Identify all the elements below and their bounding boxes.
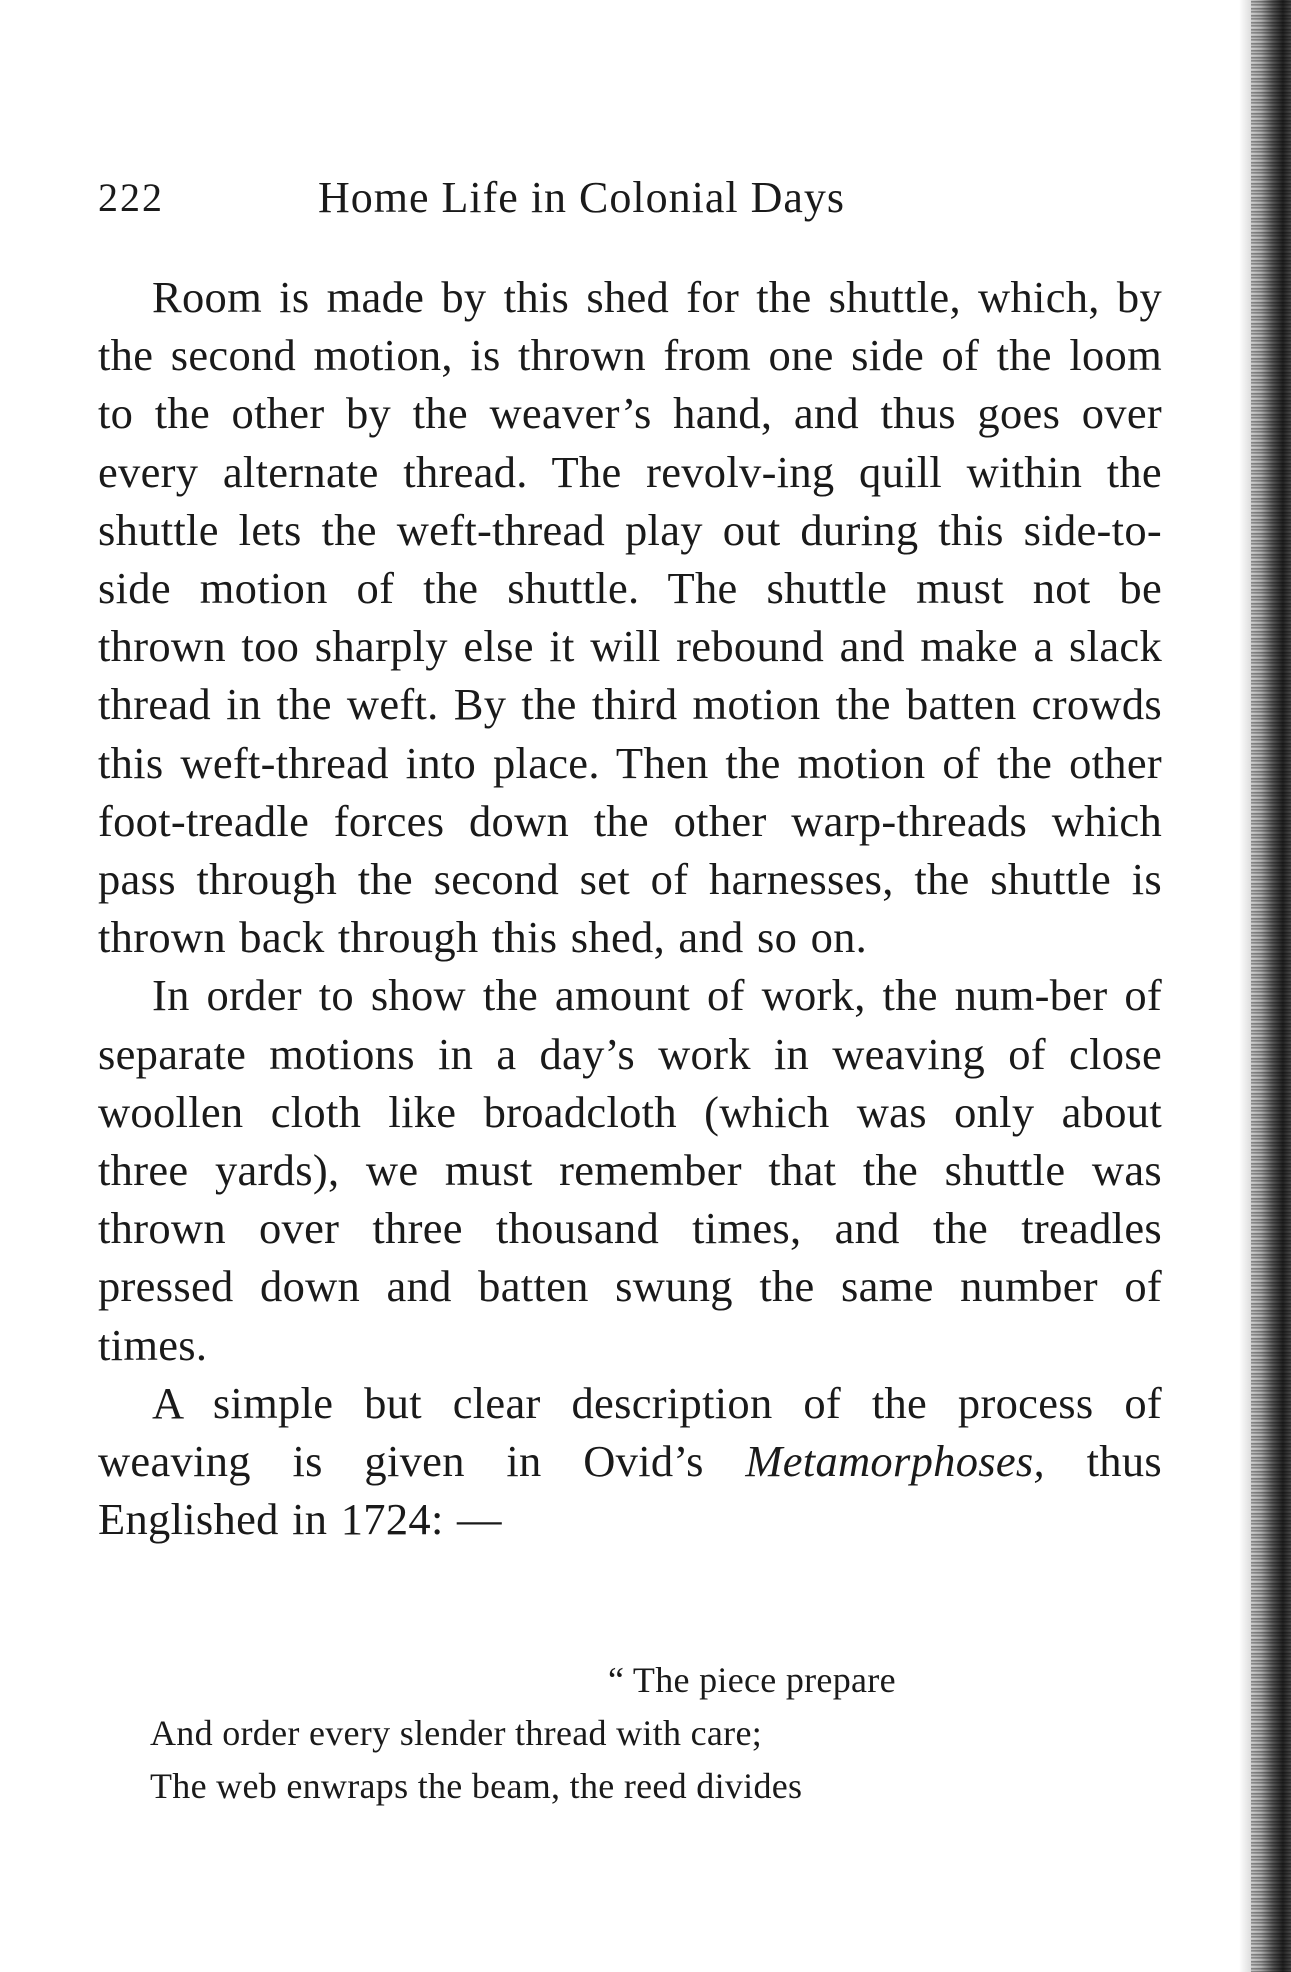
page-header xyxy=(98,168,1158,228)
verse-line-3: The web enwraps the beam, the reed divides xyxy=(150,1766,803,1806)
running-title: Home Life in Colonial Days xyxy=(318,173,846,222)
verse-line-1: “ The piece prepare xyxy=(608,1660,896,1700)
paragraph-1: Room is made by this shed for the shuttle, which, by the second motion, is thrown from one side of the loom to the other by the weaver’s hand, and thus goes over every alternate thread. The revolv-ing quill within the shuttle lets the weft-thread play out during this side-to-side motion of the shuttle. The shuttle must not be thrown too sharply else it will rebound and make a slack thread in the weft. By the third motion the batten crowds this weft-thread into place. Then the motion of the other foot-treadle forces down the other warp-threads which pass through the second set of harnesses, the shuttle is thrown back through this shed, and so on. xyxy=(98,272,1162,963)
body-text xyxy=(98,268,1162,1548)
page-gutter-edge xyxy=(1251,0,1291,1972)
verse-quotation xyxy=(150,1654,1110,1813)
binding-shadow xyxy=(1239,0,1251,1972)
page-number: 222 xyxy=(98,175,164,220)
verse-line-2: And order every slender thread with care; xyxy=(150,1713,763,1753)
paragraph-3-text-start: A simple but clear description of the process of weaving is given in Ovid’s xyxy=(98,1377,1162,1487)
paragraph-2: In order to show the amount of work, the num-ber of separate motions in a day’s work in weaving of close woollen cloth like broadcloth (which was only about three yards), we must remember that the shuttle was thrown over three thousand times, and the treadles pressed down and batten swung the same number of times. xyxy=(98,970,1162,1370)
book-title-metamorphoses: Metamorphoses, xyxy=(745,1436,1045,1487)
paragraph-3-text-end: thus Englished in 1724: — xyxy=(98,1436,1162,1545)
paragraph-3 xyxy=(98,1374,1162,1549)
